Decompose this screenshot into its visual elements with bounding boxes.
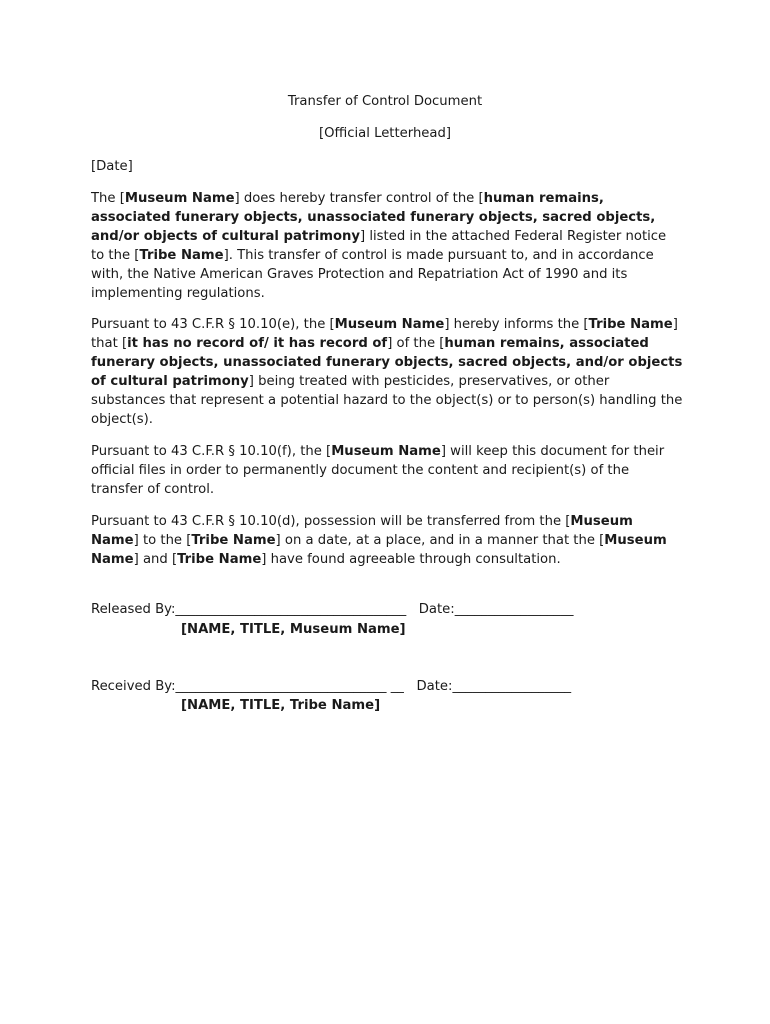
tribe-name-placeholder: Tribe Name [139,248,224,263]
received-by-name-placeholder: [NAME, TITLE, Tribe Name] [181,698,381,713]
museum-name-placeholder: Museum Name [91,533,667,567]
released-by-signature-line: Released By:___________________________________ Date:__________________ [91,602,574,617]
text: Pursuant to 43 C.F.R § 10.10(f), the [ [91,444,332,459]
text: ] does hereby transfer control of the [ [234,191,484,206]
paragraph-records [91,442,683,499]
date-placeholder: [Date] [91,159,133,174]
museum-name-placeholder: Museum Name [91,514,633,548]
document-title: Transfer of Control Document [287,94,483,109]
museum-name-placeholder: Museum Name [334,317,445,332]
paragraph-transfer [91,189,683,303]
released-by-name-placeholder: [NAME, TITLE, Museum Name] [181,622,406,637]
text: ] being treated with pesticides, preservatives, or other substances that represent a potential hazard to the object(s) or to person(s) handling the object(s). [91,374,683,427]
paragraph-possession [91,512,683,569]
text: ] listed in the attached Federal Register notice to the [ [91,229,667,263]
text: ] will keep this document for their official files in order to permanently document the content and recipient(s) of the transfer of control. [91,444,665,497]
text: ] to the [ [133,533,192,548]
text: Pursuant to 43 C.F.R § 10.10(e), the [ [91,317,335,332]
text: ] have found agreeable through consultation. [261,552,561,567]
object-types-placeholder: human remains, associated funerary objects, unassociated funerary objects, sacred objects, and/or objects of cultural patrimony [91,336,683,389]
text: ] on a date, at a place, and in a manner that the [ [275,533,605,548]
text: ]. This transfer of control is made pursuant to, and in accordance with, the Native American Graves Protection and Repatriation Act of 1990 and its implementing regulations. [91,248,654,301]
tribe-name-placeholder: Tribe Name [588,317,673,332]
text: ] of the [ [387,336,445,351]
text: The [ [91,191,125,206]
museum-name-placeholder: Museum Name [124,191,235,206]
official-letterhead: [Official Letterhead] [318,126,452,141]
museum-name-placeholder: Museum Name [331,444,441,459]
received-by-signature-line: Received By:________________________________ __ Date:__________________ [91,679,572,694]
text: ] and [ [133,552,178,567]
tribe-name-placeholder: Tribe Name [191,533,276,548]
record-option-placeholder: it has no record of/ it has record of [127,336,388,351]
paragraph-pesticide-notice [91,315,683,429]
text: ] that [ [91,317,678,351]
text: Pursuant to 43 C.F.R § 10.10(d), possession will be transferred from the [ [91,514,571,529]
tribe-name-placeholder: Tribe Name [177,552,262,567]
text: ] hereby informs the [ [444,317,589,332]
object-types-placeholder: human remains, associated funerary objects, unassociated funerary objects, sacred objects, and/or objects of cultural patrimony [91,191,656,244]
